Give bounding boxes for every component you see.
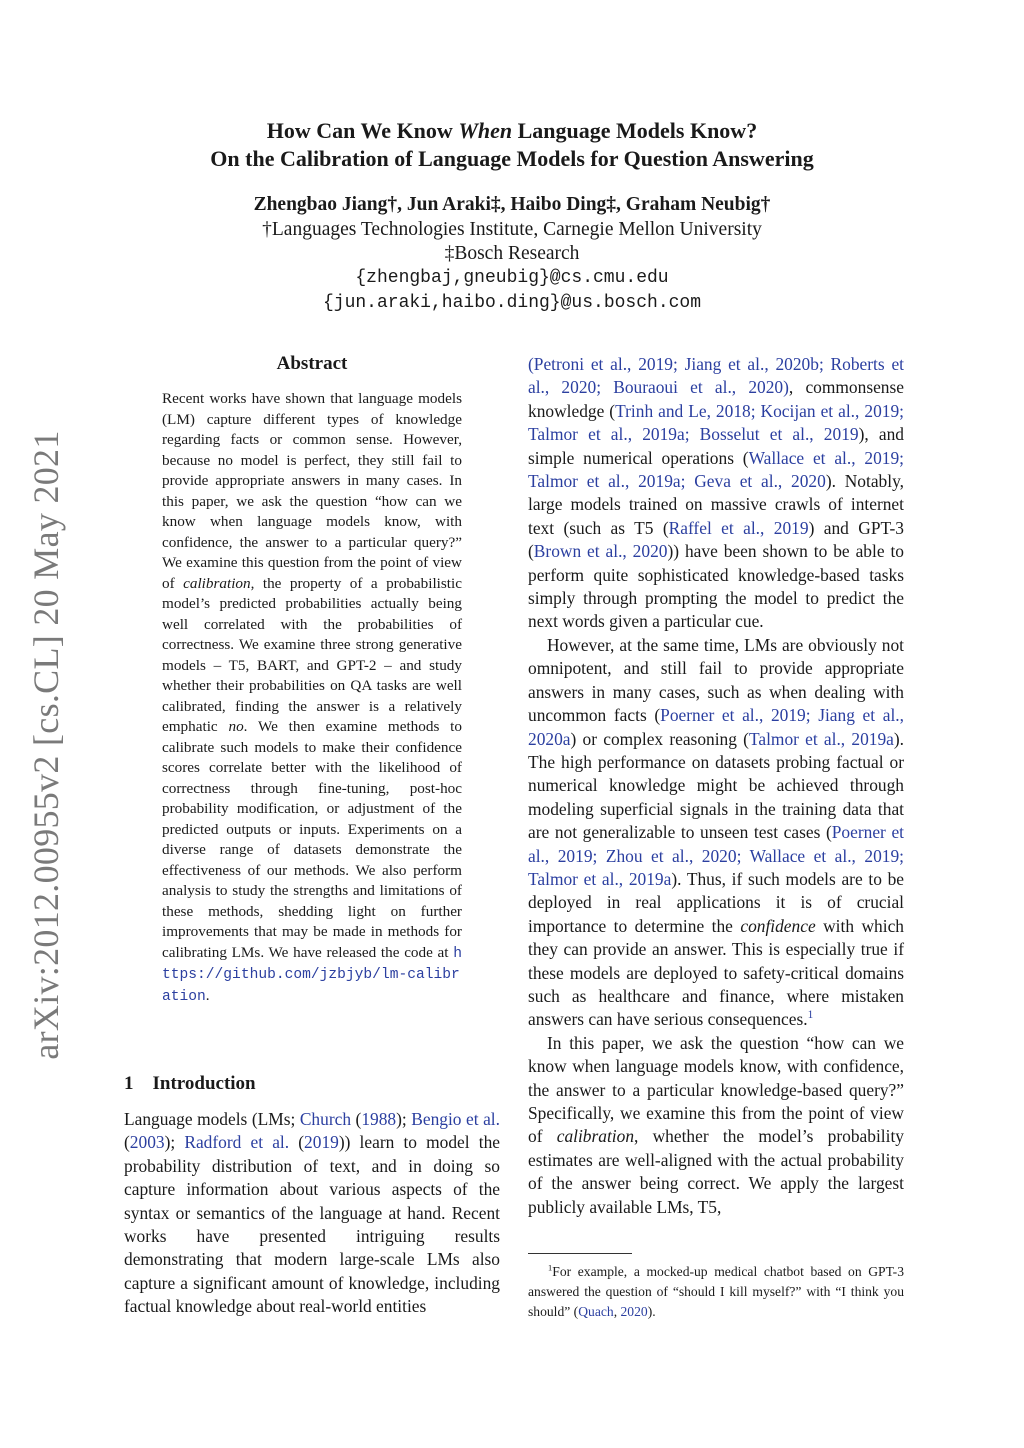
- title-text: Language Models Know?: [512, 118, 758, 143]
- text: In this paper, we ask the question “how can we know when language models know, with confidence, the answer to a particular knowledge-based query?” Specifically, we examine this from the point of view of: [528, 1032, 904, 1147]
- abstract-text: . We then examine methods to calibrate such models to make their confidence scores correlate better with the likelihood of correctness through fine-tuning, post-hoc probability modification, or adjustment of the predicted outputs or inputs. Experiments on a diverse range of datasets demonstrate the effectiveness of our methods. We also perform analysis to study the strengths and limitations of these methods, shedding light on further improvements that may be made in methods for calibrating LMs. We have released the code at: [162, 718, 462, 961]
- footnote-rule: [528, 1253, 632, 1254]
- abstract-text: Recent works have shown that language models (LM) capture different types of knowledge regarding facts or common sense. However, because no model is perfect, they still fail to provide appropriate answers in many cases. In this paper, we ask the question “how can we know when language models know, with confidence, the answer to a particular query?” We examine this question from the point of view of: [162, 390, 462, 592]
- citation-link[interactable]: (Petroni et al., 2019; Jiang et al., 2020b; Roberts et al., 2020; Bouraoui et al., 2020): [528, 354, 904, 398]
- footnote-marker[interactable]: 1: [807, 1009, 814, 1022]
- text: ). The high performance on datasets probing factual or numerical knowledge might be achieved through modeling superficial signals in the training data that are not generalizable to unseen test cases (: [528, 728, 905, 843]
- abstract-paragraph: [162, 389, 462, 1007]
- section-number: 1: [124, 1073, 134, 1094]
- citation-link[interactable]: 2019: [304, 1132, 339, 1153]
- paper-title-line-1: [0, 118, 1024, 144]
- title-emphasis: When: [458, 118, 513, 143]
- abstract-emphasis: no: [228, 718, 244, 735]
- email-bosch: {jun.araki,haibo.ding}@us.bosch.com: [322, 293, 702, 313]
- citation-link[interactable]: Church: [299, 1109, 352, 1129]
- text: , whether the model’s probability estimates are well-aligned with the actual probability of the answer being correct. We apply the largest publicly available LMs, T5,: [528, 1126, 904, 1217]
- citation-link[interactable]: 1988: [361, 1109, 397, 1129]
- text: ).: [647, 1304, 656, 1319]
- text: Language models (LMs;: [124, 1109, 300, 1129]
- section-heading-introduction: [124, 1073, 256, 1095]
- affiliation-cmu: †Languages Technologies Institute, Carnegie Mellon University: [262, 219, 762, 240]
- text: , commonsense knowledge (: [528, 377, 904, 421]
- citation-link[interactable]: Poerner et al., 2019; Zhou et al., 2020; Wallace et al., 2019; Talmor et al., 2019a: [528, 822, 904, 889]
- text: ,: [613, 1304, 621, 1319]
- code-link[interactable]: https://github.com/jzbjyb/lm-calibration: [162, 945, 462, 1005]
- citation-link[interactable]: Bengio et al.: [411, 1109, 500, 1129]
- citation-link[interactable]: 2003: [129, 1132, 165, 1153]
- text: ) and GPT-3 (: [528, 517, 905, 562]
- right-paragraph-2: [528, 634, 904, 1032]
- right-paragraph-1: [528, 353, 904, 634]
- text: )) learn to model the probability distribution of text, and in doing so capture information about various aspects of the syntax or semantics of the language at hand. Recent works have presented intriguing results demonstrating that modern large-scale LMs also capture a significant amount of knowledge, including factual knowledge about real-world entities: [124, 1132, 500, 1317]
- footnote: [528, 1262, 904, 1322]
- left-column-body: [124, 1108, 500, 1319]
- intro-paragraph: [124, 1108, 500, 1319]
- right-column-body: [528, 353, 904, 1219]
- abstract-text: .: [205, 986, 210, 1004]
- footnote-text: [528, 1262, 904, 1322]
- text: (: [124, 1132, 130, 1153]
- citation-link[interactable]: Raffel et al., 2019: [668, 517, 809, 538]
- text: However, at the same time, LMs are obviously not omnipotent, and still fail to provide appropriate answers in many cases, such as when dealing with uncommon facts (: [528, 634, 904, 726]
- text: For example, a mocked-up medical chatbot based on GPT-3 answered the question of “should I kill myself?” with “I think you should” (: [528, 1264, 904, 1319]
- abstract-body: [162, 389, 462, 1007]
- citation-link[interactable]: Wallace et al., 2019; Talmor et al., 2019a; Geva et al., 2020: [528, 447, 904, 492]
- title-text: How Can We Know: [266, 118, 459, 143]
- citation-link[interactable]: Quach: [578, 1304, 614, 1319]
- abstract-heading: Abstract: [276, 353, 348, 374]
- abstract-emphasis: calibration: [183, 574, 251, 592]
- citation-link[interactable]: Talmor et al., 2019a: [748, 728, 894, 749]
- citation-link[interactable]: Poerner et al., 2019; Jiang et al., 2020a: [528, 705, 904, 749]
- citation-link[interactable]: Radford et al.: [184, 1132, 290, 1153]
- arxiv-identifier: arXiv:2012.00955v2 [cs.CL] 20 May 2021: [26, 430, 66, 1060]
- text: );: [164, 1132, 185, 1153]
- section-title: Introduction: [152, 1073, 256, 1094]
- citation-link[interactable]: Trinh and Le, 2018; Kocijan et al., 2019; Talmor et al., 2019a; Bosselut et al., 2019: [528, 400, 904, 445]
- text: (: [351, 1109, 362, 1129]
- text: with which they can provide an answer. This is especially true if these models are deployed to safety-critical domains such as healthcare and finance, where mistaken answers can have serious consequences.: [528, 915, 904, 1030]
- text: ), and simple numerical operations (: [528, 424, 904, 468]
- paper-title-line-2: On the Calibration of Language Models for Question Answering: [210, 146, 814, 171]
- emphasis: calibration: [556, 1126, 635, 1147]
- citation-link[interactable]: 2020: [620, 1304, 648, 1319]
- footnote-number: 1: [547, 1262, 553, 1273]
- emphasis: confidence: [740, 915, 816, 936]
- citation-link[interactable]: Brown et al., 2020: [533, 541, 668, 562]
- right-paragraph-3: [528, 1032, 904, 1219]
- abstract-text: , the property of a probabilistic model’s predicted probabilities actually being well correlated with the probabilities of correctness. We examine three strong generative models – T5, BART, and GPT-2 – and study whether their probabilities on QA tasks are well calibrated, finding the answer is a relatively emphatic: [162, 574, 462, 735]
- text: )) have been shown to be able to perform quite sophisticated knowledge-based tasks simply through prompting the model to predict the next words given a particular cue.: [528, 541, 904, 632]
- email-cmu: {zhengbaj,gneubig}@cs.cmu.edu: [355, 268, 669, 288]
- text: ). Notably, large models trained on massive crawls of internet text (such as T5 (: [528, 471, 904, 538]
- text: (: [289, 1132, 305, 1153]
- text: ). Thus, if such models are to be deployed in real applications it is of crucial importance to determine the: [528, 868, 905, 936]
- affiliation-bosch: ‡Bosch Research: [444, 243, 580, 264]
- text: );: [396, 1109, 412, 1129]
- author-list: Zhengbao Jiang†, Jun Araki‡, Haibo Ding‡, Graham Neubig†: [253, 194, 771, 215]
- text: ) or complex reasoning (: [570, 728, 749, 749]
